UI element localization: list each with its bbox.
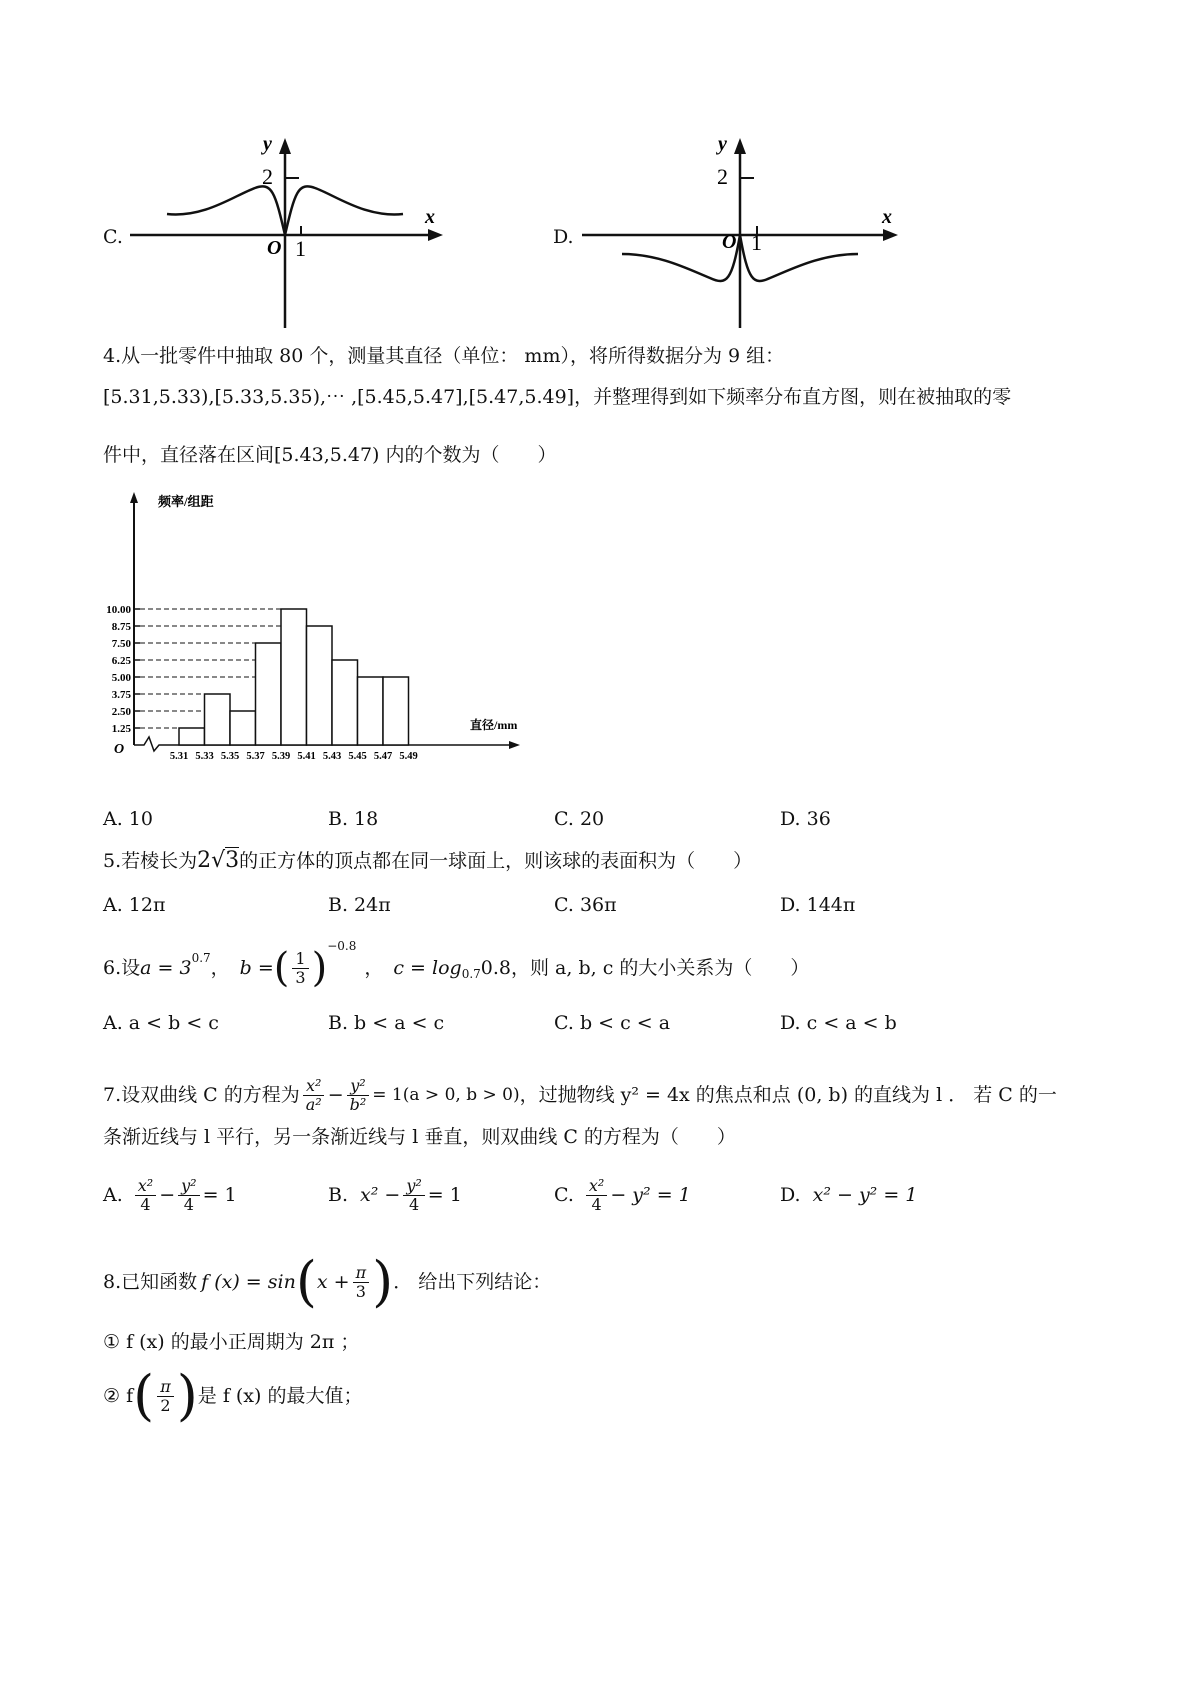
y-axis-label: y — [718, 133, 727, 155]
origin-label: O — [722, 231, 737, 253]
q8-arg-pre: x + — [316, 1271, 350, 1293]
graph-d — [580, 130, 910, 330]
frac-den: 4 — [140, 1194, 151, 1214]
y-axis-arrow — [130, 492, 138, 503]
frac-num: y² — [403, 1177, 424, 1196]
q6-stem: 6.设 a = 3 $^{0.7}$ ， b = ( $\frac{1}{3}$ ) $^{-0.8}$ ， c = log $_{0.7}$ 0.8 ，则 a, b, c 的大小关系为（ ） — [103, 938, 809, 998]
histogram-bar — [358, 677, 384, 745]
q8-stem: 8.已知函数 f (x) = sin ( x + $\frac{\pi}{3}$ ) ． 给出下列结论： — [103, 1250, 552, 1313]
q8-item2-den: 2 — [160, 1395, 171, 1415]
option-label: B. — [328, 1184, 349, 1206]
origin-label: O — [114, 742, 125, 757]
frac-num: y² — [178, 1177, 199, 1196]
q8-item2-num: π — [157, 1378, 174, 1397]
option-label: C. — [554, 1184, 574, 1206]
x-axis-arrow — [509, 741, 520, 749]
x-axis-arrow — [428, 229, 443, 241]
equation-tail: = 1 — [202, 1184, 237, 1206]
q6-b-num: 1 — [292, 950, 308, 969]
q8-item1: ① f (x) 的最小正周期为 2π ； — [103, 1331, 360, 1353]
q4-line3: 件中，直径落在区间[5.43,5.47) 内的个数为（ ） — [103, 444, 557, 466]
x-tick-label: 5.47 — [373, 751, 393, 762]
q5-stem: 5.若棱长为2√3的正方体的顶点都在同一球面上，则该球的表面积为（ ） — [103, 848, 753, 873]
q7-option-b — [328, 1170, 462, 1220]
q8-pi-num: π — [353, 1264, 370, 1283]
q4-option-b: B. 18 — [328, 808, 379, 830]
q8-prefix: 8.已知函数 — [103, 1271, 198, 1293]
x-axis-title: 直径/mm — [470, 718, 518, 732]
y-tick-label: 1.25 — [111, 723, 131, 735]
q6-sep2: ， — [364, 957, 384, 979]
q8-suffix: ． 给出下列结论： — [393, 1271, 552, 1293]
histogram-bar — [230, 711, 256, 745]
q5-suffix: 的正方体的顶点都在同一球面上，则该球的表面积为（ ） — [239, 850, 753, 872]
q4-option-a: A. 10 — [103, 808, 153, 830]
q7-rest: ，过抛物线 y² = 4x 的焦点和点 (0, b) 的直线为 l ． 若 C 的一 — [519, 1084, 1057, 1106]
q7-option-c — [554, 1170, 691, 1220]
q5-option-a: A. 12π — [103, 894, 166, 916]
q6-c-def: c = log — [393, 957, 462, 979]
q7-option-a — [103, 1170, 237, 1220]
q6-option-b: B. b < a < c — [328, 1012, 445, 1034]
x-tick-label: 5.41 — [297, 751, 316, 762]
operator: − — [159, 1184, 176, 1206]
equation-head: x² − — [360, 1184, 401, 1206]
q6-b-lhs: b = — [239, 957, 274, 979]
x-tick-label: 5.37 — [246, 751, 265, 762]
option-c-label: C. — [103, 226, 123, 248]
q8-item2: ② f ( $\frac{\pi}{2}$ ) 是 f (x) 的最大值； — [103, 1364, 363, 1427]
equation: x² − y² = 1 — [812, 1184, 918, 1206]
q5-radicand: 3 — [225, 848, 240, 873]
q7-frac2-num: y² — [347, 1077, 368, 1096]
y-tick-label: 2 — [717, 164, 728, 189]
x-tick-label: 5.35 — [220, 751, 240, 762]
q6-b-exp: −0.8 — [327, 939, 357, 953]
q5-option-d: D. 144π — [780, 894, 856, 916]
frac-den: 4 — [183, 1194, 194, 1214]
q5-option-c: C. 36π — [554, 894, 617, 916]
q7-stem — [103, 1070, 1057, 1120]
y-tick-label: 8.75 — [111, 621, 131, 633]
q8-fx: f (x) = sin — [201, 1271, 296, 1293]
frequency-histogram — [100, 488, 530, 768]
equation-tail: − y² = 1 — [610, 1184, 691, 1206]
histogram-bar — [383, 677, 409, 745]
q6-a-def: a = 3 — [140, 957, 192, 979]
q4-line2: [5.31,5.33),[5.33,5.35),⋯ ,[5.45,5.47],[5.47,5.49]，并整理得到如下频率分布直方图，则在被抽取的零 — [103, 386, 1012, 408]
x-tick-label: 1 — [751, 230, 762, 255]
q8-item2-post: 是 f (x) 的最大值； — [197, 1385, 363, 1407]
x-axis-label: x — [425, 206, 435, 228]
x-tick-label: 5.33 — [195, 751, 214, 762]
q4-option-d: D. 36 — [780, 808, 831, 830]
frac-num: x² — [586, 1177, 607, 1196]
x-axis-arrow — [883, 229, 898, 241]
q6-a-exp: 0.7 — [191, 951, 211, 965]
q4-line1: 4.从一批零件中抽取 80 个，测量其直径（单位： mm），将所得数据分为 9 组： — [103, 345, 785, 367]
q6-b-den: 3 — [295, 967, 306, 987]
option-label: A. — [103, 1184, 123, 1206]
histogram-bar — [256, 643, 282, 745]
x-tick-label: 5.49 — [399, 751, 418, 762]
q6-option-c: C. b < c < a — [554, 1012, 671, 1034]
histogram-bar — [332, 660, 358, 745]
q8-pi-den: 3 — [355, 1281, 366, 1301]
frac-den: 4 — [408, 1194, 420, 1214]
y-axis-label: y — [263, 133, 272, 155]
frac-num: x² — [135, 1177, 156, 1196]
q5-prefix: 5.若棱长为 — [103, 850, 198, 872]
x-tick-label: 5.31 — [169, 751, 189, 762]
y-tick-label: 3.75 — [111, 689, 131, 701]
q8-item2-pre: ② f — [103, 1385, 134, 1407]
q7-cond: = 1(a > 0, b > 0) — [372, 1085, 520, 1105]
q7-frac2-den: b² — [349, 1094, 367, 1114]
y-axis-title: 频率/组距 — [158, 494, 214, 509]
x-tick-label: 5.43 — [322, 751, 342, 762]
y-tick-label: 5.00 — [111, 672, 131, 684]
y-tick-label: 2 — [262, 164, 273, 189]
q6-sep1: ， — [210, 957, 230, 979]
frac-den: 4 — [591, 1194, 602, 1214]
graph-c — [125, 130, 450, 330]
histogram-bar — [281, 609, 307, 745]
y-axis-arrow — [279, 138, 291, 154]
q4-option-c: C. 20 — [554, 808, 605, 830]
x-tick-label: 1 — [295, 236, 306, 261]
q6-c-arg: 0.8 — [480, 957, 511, 979]
x-axis-label: x — [882, 206, 892, 228]
option-d-label: D. — [553, 226, 574, 248]
q7-frac1-den: a² — [305, 1094, 322, 1114]
histogram-bar — [205, 694, 231, 745]
q5-coef: 2 — [197, 848, 212, 873]
q6-option-a: A. a < b < c — [103, 1012, 219, 1034]
option-label: D. — [780, 1184, 801, 1206]
q5-option-b: B. 24π — [328, 894, 391, 916]
q7-option-d — [780, 1182, 917, 1208]
q7-prefix: 7.设双曲线 C 的方程为 — [103, 1084, 300, 1106]
q6-prefix: 6.设 — [103, 957, 141, 979]
x-tick-label: 5.45 — [348, 751, 367, 762]
y-tick-label: 2.50 — [111, 706, 131, 718]
y-tick-label: 6.25 — [111, 655, 131, 667]
y-tick-label: 10.00 — [106, 604, 131, 616]
y-tick-label: 7.50 — [111, 638, 131, 650]
histogram-bar — [179, 728, 205, 745]
q6-c-base: 0.7 — [461, 967, 481, 981]
q7-minus: − — [327, 1084, 344, 1106]
origin-label: O — [267, 237, 282, 259]
q7-frac1-num: x² — [303, 1077, 324, 1096]
q6-suffix: ，则 a, b, c 的大小关系为（ ） — [511, 957, 810, 979]
y-axis-arrow — [734, 138, 746, 154]
q7-line2: 条渐近线与 l 平行，另一条渐近线与 l 垂直，则双曲线 C 的方程为（ ） — [103, 1126, 736, 1148]
histogram-bar — [307, 626, 333, 745]
q6-option-d: D. c < a < b — [780, 1012, 897, 1034]
equation-tail: = 1 — [427, 1184, 462, 1206]
x-tick-label: 5.39 — [271, 751, 291, 762]
